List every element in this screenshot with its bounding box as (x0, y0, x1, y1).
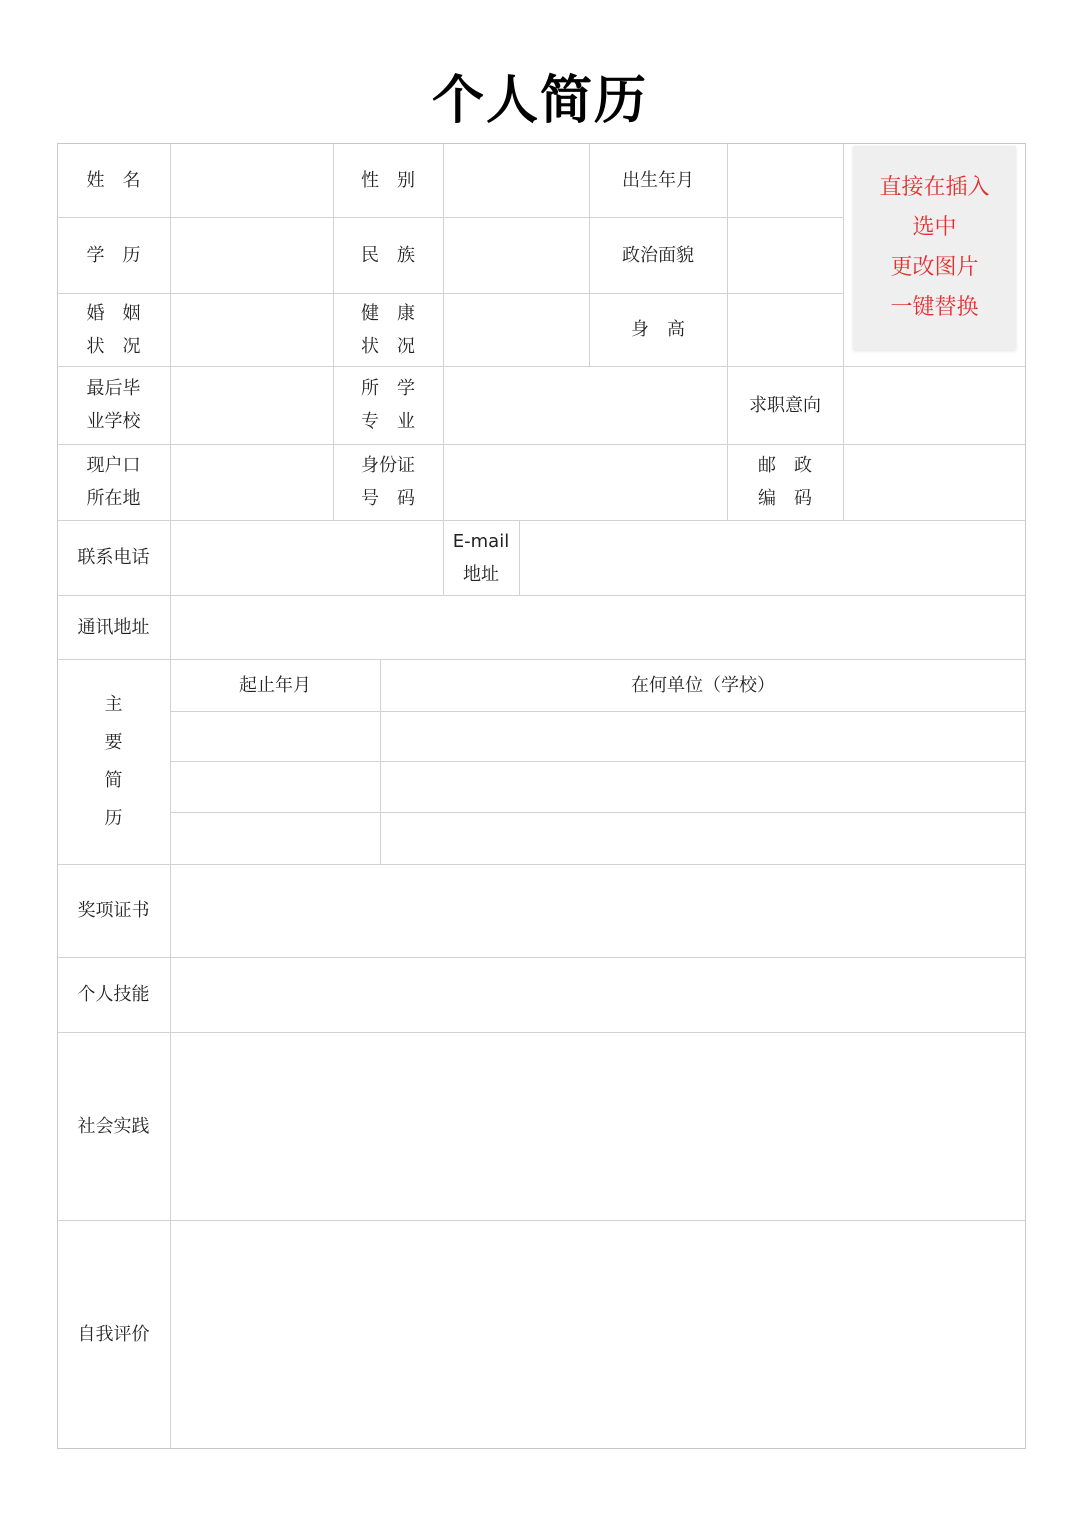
label-self-eval: 自我评价 (77, 1324, 150, 1345)
label-birth: 出生年月 (622, 169, 694, 191)
email-field[interactable] (520, 521, 1026, 595)
label-ethnicity: 民 族 (361, 244, 415, 266)
label-name: 姓 名 (86, 169, 141, 191)
resume-period-field[interactable] (171, 712, 380, 761)
resume-unit-field[interactable] (381, 762, 1026, 812)
marital-field[interactable] (171, 294, 333, 366)
label-awards: 奖项证书 (77, 900, 150, 921)
hukou-field[interactable] (171, 445, 333, 520)
label-health: 健 康 状 况 (361, 302, 415, 357)
label-height: 身 高 (631, 319, 685, 340)
label-gender: 性 别 (361, 169, 415, 191)
resume-section-char: 要 (104, 731, 123, 753)
label-education: 学 历 (86, 244, 141, 266)
resume-unit-field[interactable] (381, 813, 1026, 864)
awards-field[interactable] (171, 865, 1026, 957)
resume-unit-field[interactable] (381, 712, 1026, 761)
resume-section-char: 简 (104, 769, 123, 791)
name-field[interactable] (171, 144, 333, 217)
health-field[interactable] (444, 294, 589, 366)
page-title: 个人简历 (431, 71, 648, 131)
education-field[interactable] (171, 218, 333, 293)
address-field[interactable] (171, 596, 1026, 659)
label-school: 最后毕 业学校 (86, 378, 141, 432)
label-postcode: 邮 政 编 码 (758, 455, 812, 509)
political-field[interactable] (728, 218, 843, 293)
label-email: E-mail 地址 (452, 530, 510, 585)
major-field[interactable] (444, 367, 727, 444)
resume-period-field[interactable] (171, 813, 380, 864)
label-job-intent: 求职意向 (749, 394, 821, 416)
phone-field[interactable] (171, 521, 443, 595)
label-political: 政治面貌 (622, 244, 694, 266)
resume-period-field[interactable] (171, 762, 380, 812)
birth-field[interactable] (728, 144, 843, 217)
postcode-field[interactable] (844, 445, 1026, 520)
skills-field[interactable] (171, 958, 1026, 1032)
label-practice: 社会实践 (77, 1115, 150, 1137)
photo-placeholder[interactable] (853, 146, 1016, 350)
self-eval-field[interactable] (171, 1221, 1026, 1449)
job-intent-field[interactable] (844, 367, 1026, 444)
label-hukou: 现户口 所在地 (86, 455, 141, 509)
school-field[interactable] (171, 367, 333, 444)
label-skills: 个人技能 (77, 984, 150, 1005)
resume-section-char: 历 (104, 807, 123, 829)
label-major: 所 学 专 业 (361, 378, 415, 432)
photo-hint-text: 直接在插入 选中 更改图片 一键替换 (879, 175, 990, 320)
label-id-card: 身份证 号 码 (361, 455, 415, 509)
practice-field[interactable] (171, 1033, 1026, 1220)
resume-section-char: 主 (104, 693, 123, 715)
label-marital: 婚 姻 状 况 (86, 302, 141, 357)
id-card-field[interactable] (444, 445, 727, 520)
gender-field[interactable] (444, 144, 589, 217)
header-period: 起止年月 (239, 674, 311, 696)
label-phone: 联系电话 (77, 547, 150, 568)
height-field[interactable] (728, 294, 843, 366)
ethnicity-field[interactable] (444, 218, 589, 293)
header-unit: 在何单位（学校） (631, 674, 775, 696)
label-address: 通讯地址 (77, 616, 150, 638)
label-resume-section (57, 659, 170, 864)
